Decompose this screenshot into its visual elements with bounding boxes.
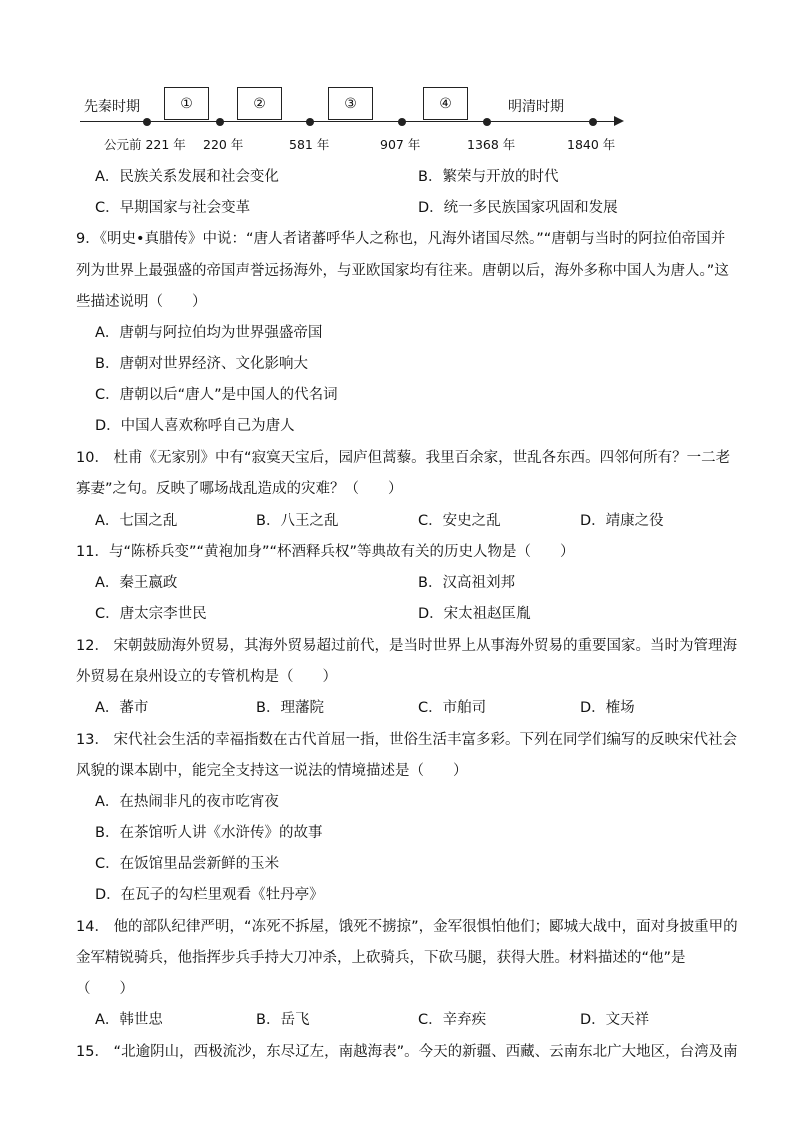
question-text: （ ）	[76, 981, 134, 997]
option-d: D．文天祥	[580, 1012, 650, 1028]
option-a: A．蕃市	[95, 700, 149, 716]
timeline-arrow	[614, 116, 624, 126]
question-text: 外贸易在泉州设立的专管机构是（ ）	[76, 669, 337, 685]
option-d: D．榷场	[580, 700, 635, 716]
timeline-box-4: ④	[423, 87, 468, 120]
timeline-box-3: ③	[328, 87, 373, 120]
timeline-dot	[398, 118, 406, 126]
timeline-left-period: 先秦时期	[84, 99, 140, 115]
option-b: B．岳飞	[256, 1012, 310, 1028]
timeline-axis	[80, 121, 615, 122]
timeline-right-period: 明清时期	[508, 99, 564, 115]
option-b: B．唐朝对世界经济、文化影响大	[95, 356, 308, 372]
question-text: 寡妻”之句。反映了哪场战乱造成的灾难？（ ）	[76, 481, 403, 497]
question-text: 14． 他的部队纪律严明，“冻死不拆屋，饿死不掳掠”，金军很惧怕他们；郾城大战中，面对身披重甲的	[76, 919, 738, 935]
timeline-year: 581 年	[289, 137, 330, 152]
option-b: B．在茶馆听人讲《水浒传》的故事	[95, 825, 323, 841]
option-c: C．唐太宗李世民	[95, 606, 207, 622]
option-d: D．中国人喜欢称呼自己为唐人	[95, 418, 295, 434]
option-b: B．八王之乱	[256, 513, 339, 529]
timeline-dot	[216, 118, 224, 126]
question-text: 13． 宋代社会生活的幸福指数在古代首屈一指，世俗生活丰富多彩。下列在同学们编写的反映宋代社会	[76, 732, 738, 748]
timeline-box-2: ②	[237, 87, 282, 120]
timeline-year: 公元前 221 年	[104, 137, 186, 152]
question-text: 10． 杜甫《无家别》中有“寂寞天宝后，园庐但蒿藜。我里百余家，世乱各东西。四邻何所有？一二老	[76, 450, 731, 466]
timeline-year: 220 年	[203, 137, 244, 152]
option-d: D．靖康之役	[580, 513, 664, 529]
option-b: B．繁荣与开放的时代	[418, 169, 559, 185]
option-c: C．在饭馆里品尝新鲜的玉米	[95, 856, 280, 872]
option-c: C．早期国家与社会变革	[95, 200, 251, 216]
option-c: C．安史之乱	[418, 513, 501, 529]
question-text: 12． 宋朝鼓励海外贸易，其海外贸易超过前代，是当时世界上从事海外贸易的重要国家。当时为管理海	[76, 638, 738, 654]
timeline-year: 1368 年	[467, 137, 516, 152]
question-text: 11．与“陈桥兵变”“黄袍加身”“杯酒释兵权”等典故有关的历史人物是（ ）	[76, 544, 575, 560]
question-text: 列为世界上最强盛的帝国声誉远扬海外，与亚欧国家均有往来。唐朝以后，海外多称中国人为唐人。”这	[76, 263, 729, 279]
timeline-box-1: ①	[164, 87, 209, 120]
option-d: D．在瓦子的勾栏里观看《牡丹亭》	[95, 887, 324, 903]
option-d: D．统一多民族国家巩固和发展	[418, 200, 618, 216]
option-c: C．辛弃疾	[418, 1012, 487, 1028]
option-b: B．汉高祖刘邦	[418, 575, 515, 591]
timeline-figure	[0, 0, 794, 160]
question-text: 金军精锐骑兵，他指挥步兵手持大刀冲杀，上砍骑兵，下砍马腿，获得大胜。材料描述的“他”是	[76, 950, 686, 966]
option-a: A．七国之乱	[95, 513, 178, 529]
timeline-dot	[143, 118, 151, 126]
question-text: 些描述说明（ ）	[76, 294, 207, 310]
option-a: A．唐朝与阿拉伯均为世界强盛帝国	[95, 325, 323, 341]
option-c: C．市舶司	[418, 700, 487, 716]
timeline-year: 1840 年	[567, 137, 616, 152]
timeline-year: 907 年	[380, 137, 421, 152]
option-d: D．宋太祖赵匡胤	[418, 606, 531, 622]
question-text: 15． “北逾阴山，西极流沙，东尽辽左，南越海表”。今天的新疆、西藏、云南东北广大地区，台湾及南	[76, 1044, 738, 1060]
option-a: A．民族关系发展和社会变化	[95, 169, 279, 185]
option-a: A．秦王嬴政	[95, 575, 178, 591]
timeline-dot	[483, 118, 491, 126]
timeline-dot	[589, 118, 597, 126]
question-text: 风貌的课本剧中，能完全支持这一说法的情境描述是（ ）	[76, 763, 468, 779]
timeline-dot	[306, 118, 314, 126]
option-c: C．唐朝以后“唐人”是中国人的代名词	[95, 387, 338, 403]
question-text: 9．《明史•真腊传》中说：“唐人者诸蕃呼华人之称也，凡海外诸国尽然。”“唐朝与当时的阿拉伯帝国并	[76, 231, 726, 247]
option-a: A．在热闹非凡的夜市吃宵夜	[95, 794, 279, 810]
option-b: B．理藩院	[256, 700, 324, 716]
option-a: A．韩世忠	[95, 1012, 163, 1028]
